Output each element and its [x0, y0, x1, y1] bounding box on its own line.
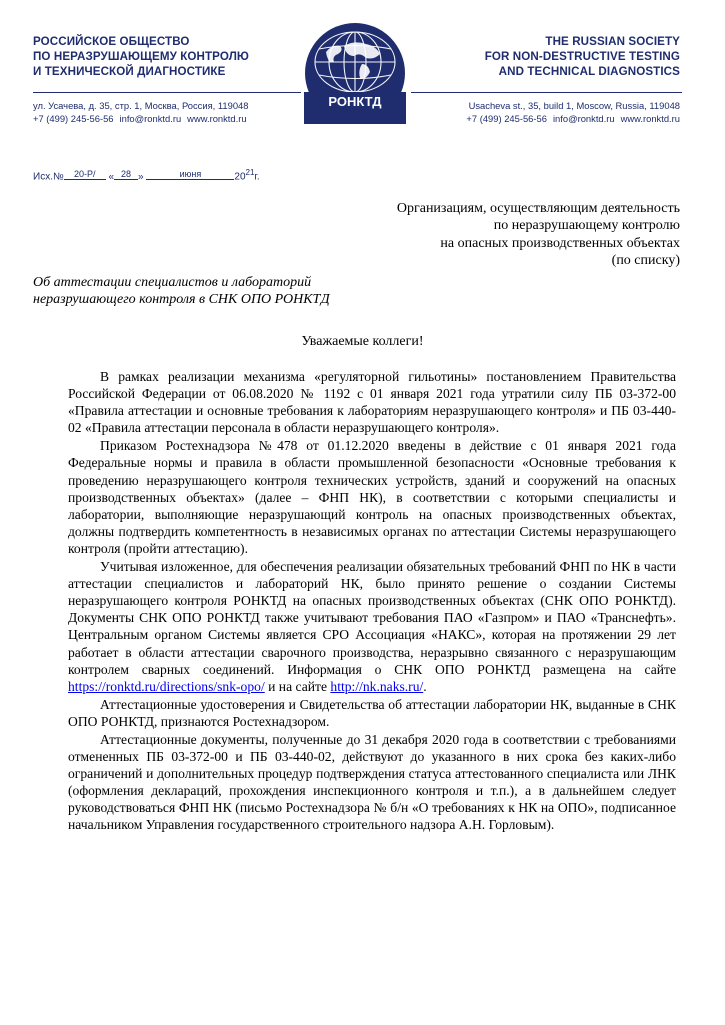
ref-prefix: Исх.№ — [33, 171, 64, 183]
ref-month: июня — [146, 169, 234, 180]
body-paragraph — [68, 558, 676, 695]
ref-year-prefix: 20 — [234, 171, 246, 183]
addressee-line: (по списку) — [611, 253, 680, 269]
ref-year-suffix: 21 — [245, 168, 255, 177]
contacts-ru — [33, 112, 253, 125]
contacts-en — [460, 112, 680, 125]
society-name-ru — [33, 34, 249, 79]
letterhead-divider-right — [411, 92, 682, 93]
naks-link[interactable]: http://nk.naks.ru/ — [330, 678, 424, 694]
society-name-en-line: AND TECHNICAL DIAGNOSTICS — [498, 65, 680, 78]
ref-year-unit: г. — [254, 171, 260, 183]
body-paragraph: Аттестационные документы, полученные до 31 декабря 2020 года в соответствии с требованиями отмененных ПБ 03-372-00 и ПБ 03-440-02, действуют до указанного в них срока без каких-либо ограничений и дополнительных процедур подтверждения статуса аттестованного специалиста или ЛНК (оформления деклараций, прохождения инспекционного контроля и т.п.), а в дальнейшем следует руководствоваться ФНП НК (письмо Ростехнадзора № б/н «О требованиях к НК на ОПО», подписанное начальником Управления государственного строительного надзора А.Н. Горловым). — [68, 731, 676, 833]
society-name-en-line: FOR NON-DESTRUCTIVE TESTING — [484, 50, 680, 63]
address-ru — [33, 99, 253, 125]
society-name-ru-line: И ТЕХНИЧЕСКОЙ ДИАГНОСТИКЕ — [33, 65, 226, 78]
logo-text: РОНКТД — [328, 94, 382, 109]
outgoing-reference — [33, 168, 260, 182]
subject-line: Об аттестации специалистов и лабораторий — [33, 275, 312, 290]
body-paragraph-text: Учитывая изложенное, для обеспечения реализации обязательных требований ФНП по НК в части аттестации специалистов и лабораторий НК, было принято решение о создании Системы неразрушающего контроля РОНКТД на опасных производственных объектах (СНК ОПО РОНКТД). Документы СНК ОПО РОНКТД также учитывают требования ПАО «Газпром» и ПАО «Транснефть». Центральным органом Системы является СРО Ассоциация «НАКС», которая на протяжении 29 лет работает в области аттестации сварочного производства, неразрывно связанного с неразрушающим контролем сварных соединений. Информация о СНК ОПО РОНКТД размещена на сайте — [68, 559, 676, 677]
greeting: Уважаемые коллеги! — [301, 334, 424, 349]
letter-subject — [33, 274, 393, 309]
address-en-text: Usacheva st., 35, build 1, Moscow, Russia, 119048 — [468, 100, 680, 111]
addressee-block — [320, 200, 680, 270]
phone: +7 (499) 245-56-56 — [33, 113, 114, 124]
email: info@ronktd.ru — [552, 113, 615, 124]
address-en — [460, 99, 680, 125]
body-paragraph-text: и на сайте — [264, 678, 331, 694]
body-paragraph: Приказом Ростехнадзора №478 от 01.12.2020 введены в действие с 01 января 2021 года Федеральные нормы и правила в области промышленной безопасности «Основные требования к проведению неразрушающего контроля технических устройств, зданий и сооружений на опасных производственных объектах» (далее – ФНП НК), в соответствии с которыми специалисты и лаборатории, выполняющие неразрушающий контроль на опасных производственных объектах, должны подтвердить компетентность в независимых органах по аттестации Системы неразрушающего контроля (пройти аттестацию). — [68, 438, 676, 556]
website: www.ronktd.ru — [620, 113, 680, 124]
ref-quote-close: » — [138, 171, 144, 183]
ref-quote-open: « — [108, 171, 115, 183]
letter-body — [68, 368, 676, 835]
address-ru-text: ул. Усачева, д. 35, стр. 1, Москва, Россия, 119048 — [33, 100, 249, 111]
body-paragraph: В рамках реализации механизма «регуляторной гильотины» постановлением Правительства Российской Федерации от 06.08.2020 № 1192 с 01 января 2021 года утратили силу ПБ 03-372-00 «Правила аттестации и основные требования к лабораториям неразрушающего контроля» и ПБ 03-440-02 «Правила аттестации персонала в области неразрушающего контроля». — [68, 369, 676, 436]
addressee-line: Организациям, осуществляющим деятельность — [396, 201, 680, 216]
addressee-line: на опасных производственных объектах — [440, 235, 680, 251]
ref-number: 20-Р/ — [64, 169, 106, 180]
website: www.ronktd.ru — [187, 113, 247, 124]
body-paragraph: Аттестационные удостоверения и Свидетельства об аттестации лаборатории НК, выданные в СНК ОПО РОНКТД, признаются Ростехнадзором. — [68, 696, 676, 729]
society-name-en — [485, 34, 680, 79]
society-name-ru-line: ПО НЕРАЗРУШАЮЩЕМУ КОНТРОЛЮ — [33, 50, 249, 63]
email: info@ronktd.ru — [119, 113, 182, 124]
society-name-ru-line: РОССИЙСКОЕ ОБЩЕСТВО — [33, 35, 190, 48]
body-paragraph-text: . — [423, 678, 427, 694]
ronktd-snk-link[interactable]: https://ronktd.ru/directions/snk-opo/ — [68, 678, 265, 694]
phone: +7 (499) 245-56-56 — [466, 113, 547, 124]
ref-day: 28 — [114, 169, 138, 180]
letterhead-divider-left — [33, 92, 301, 93]
addressee-line: по неразрушающему контролю — [493, 218, 680, 234]
subject-line: неразрушающего контроля в СНК ОПО РОНКТД — [33, 292, 330, 308]
society-name-en-line: THE RUSSIAN SOCIETY — [545, 35, 680, 48]
ronktd-logo — [304, 22, 406, 124]
